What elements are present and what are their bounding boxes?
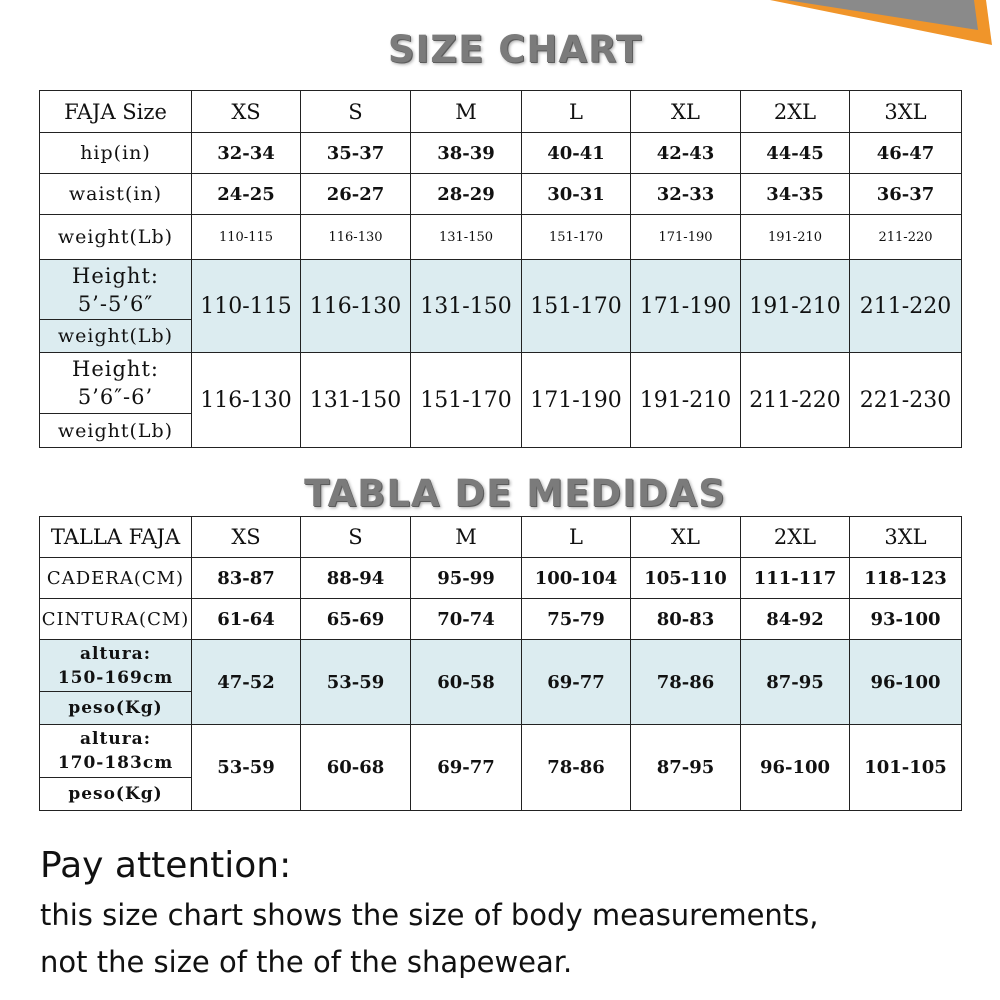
row-label-line: 5’-5’6″ xyxy=(77,291,154,316)
table-cell: 116-130 xyxy=(192,353,301,448)
table-cell: 42-43 xyxy=(631,133,741,174)
table-cell: 47-52 xyxy=(192,640,301,725)
table-cell: 110-115 xyxy=(192,260,301,353)
row-label: CADERA(CM) xyxy=(40,558,192,599)
table-cell: 221-230 xyxy=(850,353,962,448)
table-cell: 32-33 xyxy=(631,174,741,215)
table-cell: 38-39 xyxy=(411,133,522,174)
table-cell: 116-130 xyxy=(301,260,411,353)
row-label-bottom: peso(Kg) xyxy=(68,784,163,804)
header-size: 3XL xyxy=(850,91,962,133)
table-cell: 60-68 xyxy=(301,725,411,811)
tabla-de-medidas-table xyxy=(39,516,962,811)
header-size: L xyxy=(522,517,631,558)
header-size: M xyxy=(411,91,522,133)
table-cell: 111-117 xyxy=(741,558,850,599)
header-size: 2XL xyxy=(741,91,850,133)
header-label: TALLA FAJA xyxy=(40,517,192,558)
table-cell: 191-210 xyxy=(631,353,741,448)
row-label-group xyxy=(40,260,192,353)
row-label-group xyxy=(40,725,192,811)
table-cell: 118-123 xyxy=(850,558,962,599)
row-label: hip(in) xyxy=(40,133,192,174)
header-size: 3XL xyxy=(850,517,962,558)
size-chart-table xyxy=(39,90,962,448)
table-cell: 171-190 xyxy=(631,215,741,260)
table-cell: 100-104 xyxy=(522,558,631,599)
table-cell: 211-220 xyxy=(850,260,962,353)
header-size: XS xyxy=(192,91,301,133)
table-cell: 131-150 xyxy=(411,260,522,353)
note-title: Pay attention: xyxy=(40,845,292,886)
header-size: XS xyxy=(192,517,301,558)
table-row-altura-short xyxy=(40,640,962,725)
table-cell: 151-170 xyxy=(411,353,522,448)
row-label-bottom: weight(Lb) xyxy=(57,325,174,347)
table-row-cadera xyxy=(40,558,962,599)
table-cell: 211-220 xyxy=(741,353,850,448)
table-row-height-tall xyxy=(40,353,962,448)
header-size: S xyxy=(301,517,411,558)
table-cell: 70-74 xyxy=(411,599,522,640)
table-cell: 28-29 xyxy=(411,174,522,215)
table-cell: 69-77 xyxy=(411,725,522,811)
table-cell: 26-27 xyxy=(301,174,411,215)
size-chart-title: SIZE CHART xyxy=(387,28,643,71)
row-label-top xyxy=(40,353,191,414)
row-label-group xyxy=(40,353,192,448)
table-cell: 87-95 xyxy=(741,640,850,725)
table-cell: 151-170 xyxy=(522,215,631,260)
table-cell: 131-150 xyxy=(411,215,522,260)
table-row-cintura xyxy=(40,599,962,640)
table-cell: 96-100 xyxy=(741,725,850,811)
table-cell: 191-210 xyxy=(741,215,850,260)
table-cell: 24-25 xyxy=(192,174,301,215)
note-line: this size chart shows the size of body measurements, xyxy=(40,898,819,932)
table-row-header xyxy=(40,517,962,558)
table-cell: 78-86 xyxy=(631,640,741,725)
header-size: S xyxy=(301,91,411,133)
table-cell: 40-41 xyxy=(522,133,631,174)
table-cell: 32-34 xyxy=(192,133,301,174)
table-cell: 110-115 xyxy=(192,215,301,260)
table-row-waist xyxy=(40,174,962,215)
row-label-top xyxy=(40,640,191,692)
row-label-group xyxy=(40,640,192,725)
table-cell: 96-100 xyxy=(850,640,962,725)
row-label-top xyxy=(40,260,191,320)
table-cell: 65-69 xyxy=(301,599,411,640)
table-cell: 78-86 xyxy=(522,725,631,811)
row-label-line: altura: xyxy=(80,729,151,749)
table-cell: 131-150 xyxy=(301,353,411,448)
table-cell: 36-37 xyxy=(850,174,962,215)
row-label-line: 170-183cm xyxy=(57,753,174,773)
table-cell: 30-31 xyxy=(522,174,631,215)
row-label: waist(in) xyxy=(40,174,192,215)
table-cell: 171-190 xyxy=(522,353,631,448)
header-size: XL xyxy=(631,517,741,558)
table-row-weight xyxy=(40,215,962,260)
table-cell: 87-95 xyxy=(631,725,741,811)
table-cell: 60-58 xyxy=(411,640,522,725)
table-cell: 101-105 xyxy=(850,725,962,811)
table-cell: 75-79 xyxy=(522,599,631,640)
table-row-height-short xyxy=(40,260,962,353)
header-size: XL xyxy=(631,91,741,133)
table-cell: 44-45 xyxy=(741,133,850,174)
table-cell: 83-87 xyxy=(192,558,301,599)
table-cell: 35-37 xyxy=(301,133,411,174)
row-label: CINTURA(CM) xyxy=(40,599,192,640)
table-row-hip xyxy=(40,133,962,174)
table-cell: 191-210 xyxy=(741,260,850,353)
table-cell: 53-59 xyxy=(301,640,411,725)
table-row-header xyxy=(40,91,962,133)
table-cell: 80-83 xyxy=(631,599,741,640)
row-label-bottom: peso(Kg) xyxy=(68,698,163,718)
row-label-line: Height: xyxy=(72,263,159,288)
attention-note xyxy=(40,840,970,986)
row-label-line: 5’6″-6’ xyxy=(77,385,154,409)
row-label: weight(Lb) xyxy=(40,215,192,260)
row-label-line: 150-169cm xyxy=(57,667,174,688)
table-cell: 171-190 xyxy=(631,260,741,353)
header-label: FAJA Size xyxy=(40,91,192,133)
row-label-line: Height: xyxy=(72,357,159,381)
table-cell: 88-94 xyxy=(301,558,411,599)
table-cell: 151-170 xyxy=(522,260,631,353)
header-size: L xyxy=(522,91,631,133)
row-label-top xyxy=(40,725,191,778)
table-cell: 61-64 xyxy=(192,599,301,640)
table-cell: 46-47 xyxy=(850,133,962,174)
table-cell: 211-220 xyxy=(850,215,962,260)
header-size: M xyxy=(411,517,522,558)
table-cell: 93-100 xyxy=(850,599,962,640)
table-cell: 34-35 xyxy=(741,174,850,215)
tabla-de-medidas-title: TABLA DE MEDIDAS xyxy=(304,472,726,515)
table-cell: 69-77 xyxy=(522,640,631,725)
row-label-bottom: weight(Lb) xyxy=(57,419,174,442)
table-cell: 53-59 xyxy=(192,725,301,811)
table-cell: 95-99 xyxy=(411,558,522,599)
table-cell: 105-110 xyxy=(631,558,741,599)
table-cell: 84-92 xyxy=(741,599,850,640)
table-cell: 116-130 xyxy=(301,215,411,260)
header-size: 2XL xyxy=(741,517,850,558)
note-line: not the size of the of the shapewear. xyxy=(40,945,573,979)
row-label-line: altura: xyxy=(80,643,151,664)
table-row-altura-tall xyxy=(40,725,962,811)
